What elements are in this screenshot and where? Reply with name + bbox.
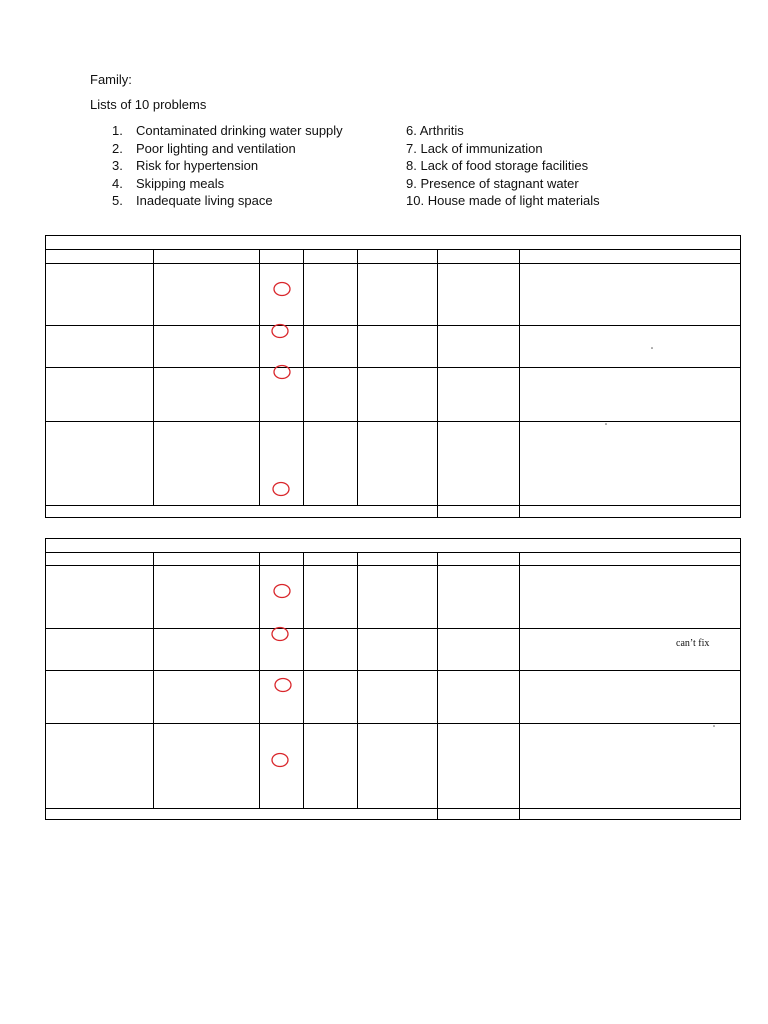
list-item-number: 10. [406, 193, 425, 208]
list-item-text: Inadequate living space [136, 193, 273, 208]
table-2-note: can’t fix [676, 638, 710, 649]
ink-speck [713, 725, 715, 727]
circle-mark [275, 679, 291, 692]
list-item-text: Lack of food storage facilities [420, 158, 589, 173]
list-item-text: Skipping meals [136, 175, 225, 191]
circle-mark [272, 628, 288, 641]
circle-mark [272, 754, 288, 767]
circle-mark [274, 585, 290, 598]
list-item-text: Risk for hypertension [136, 158, 259, 173]
list-item-number: 7. [406, 140, 417, 156]
circle-mark [273, 483, 289, 496]
list-item-number: 2. [112, 140, 123, 156]
list-item-number: 4. [112, 175, 123, 191]
list-item-text: Presence of stagnant water [420, 175, 579, 191]
list-item-text: Poor lighting and ventilation [136, 140, 296, 156]
list-item-number: 5. [112, 193, 123, 208]
ink-speck [605, 423, 607, 425]
list-item-text: Lack of immunization [420, 140, 543, 156]
list-item-text: Arthritis [419, 123, 464, 138]
problem-list-title: Lists of 10 problems [90, 97, 207, 112]
table-1 [45, 236, 741, 519]
list-item-number: 1. [112, 123, 123, 138]
list-item-number: 3. [112, 158, 123, 173]
circle-mark [272, 325, 288, 338]
ink-speck [651, 347, 653, 349]
list-item-number: 8. [406, 158, 417, 173]
table-border [46, 539, 741, 820]
list-item-number: 9. [406, 175, 417, 191]
list-item-number: 6. [406, 123, 417, 138]
table-border [46, 236, 741, 518]
table-2 [45, 539, 741, 821]
list-item-text: House made of light materials [427, 193, 600, 208]
list-item-text: Contaminated drinking water supply [136, 123, 343, 138]
family-label: Family: [90, 72, 132, 87]
circle-mark [274, 283, 290, 296]
